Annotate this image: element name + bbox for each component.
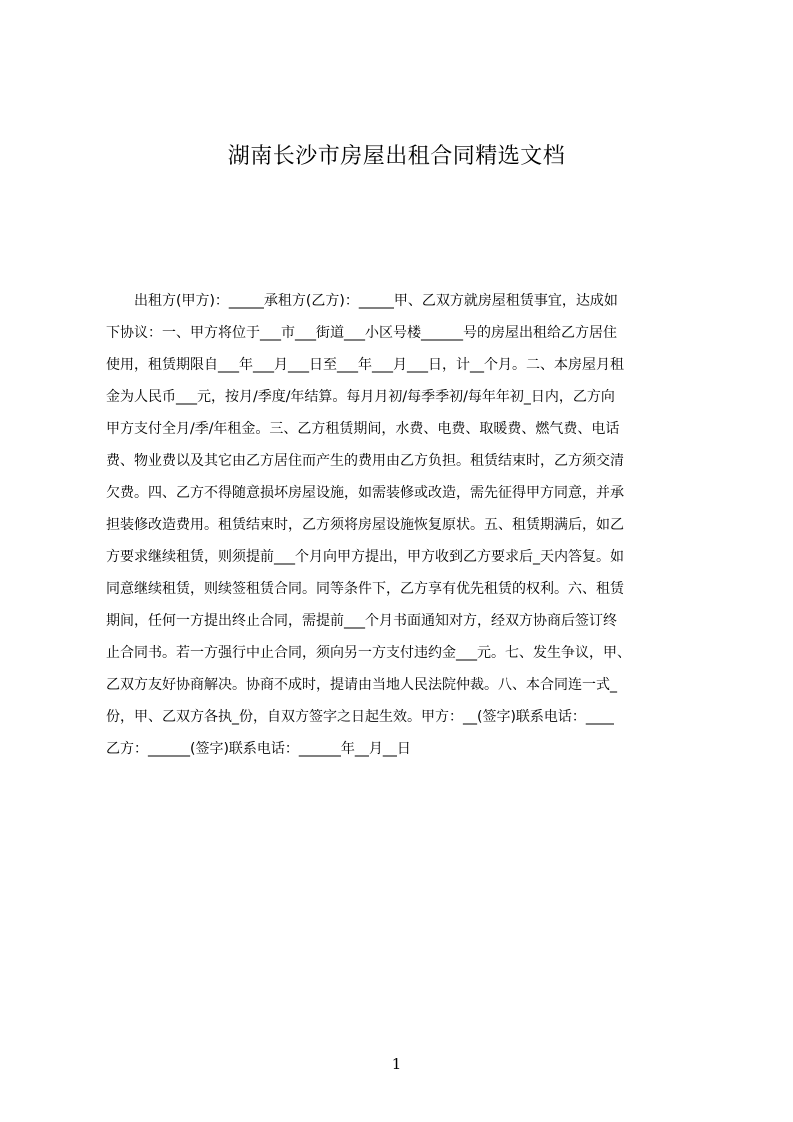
body-line-5: 甲方支付全月/季/年租金。三、乙方租赁期间，水费、电费、取暖费、燃气费、电话 (106, 421, 620, 437)
page-number: 1 (391, 1055, 402, 1073)
body-line-7: 欠费。四、乙方不得随意损坏房屋设施，如需装修或改造，需先征得甲方同意，并承 (106, 485, 624, 501)
body-line-9: 方要求继续租赁，则须提前___个月向甲方提出，甲方收到乙方要求后_天内答复。如 (106, 549, 624, 565)
body-line-12: 止合同书。若一方强行中止合同，须向另一方支付违约金___元。七、发生争议，甲、 (106, 645, 631, 661)
body-line-14: 份，甲、乙双方各执_份，自双方签字之日起生效。甲方：__(签字)联系电话：____ (106, 709, 614, 725)
body-line-2: 下协议：一、甲方将位于___市___街道___小区号楼______号的房屋出租给乙方居住 (106, 325, 617, 341)
body-line-1: 出租方(甲方)：_____承租方(乙方)：_____甲、乙双方就房屋租赁事宜，达成如 (106, 293, 618, 309)
contract-body (106, 285, 704, 765)
body-line-4: 金为人民币___元，按月/季度/年结算。每月月初/每季季初/每年年初_日内，乙方向 (106, 389, 615, 405)
body-line-15: 乙方：______(签字)联系电话：______年__月__日 (106, 741, 411, 757)
body-line-6: 费、物业费以及其它由乙方居住而产生的费用由乙方负担。租赁结束时，乙方须交清 (106, 453, 624, 469)
body-line-3: 使用，租赁期限自___年___月___日至___年___月___日，计__个月。二、本房屋月租 (106, 357, 624, 373)
document-title: 湖南长沙市房屋出租合同精选文档 (227, 144, 566, 169)
body-line-8: 担装修改造费用。租赁结束时，乙方须将房屋设施恢复原状。五、租赁期满后，如乙 (106, 517, 624, 533)
body-line-10: 同意继续租赁，则续签租赁合同。同等条件下，乙方享有优先租赁的权利。六、租赁 (106, 581, 624, 597)
body-line-13: 乙双方友好协商解决。协商不成时，提请由当地人民法院仲裁。八、本合同连一式_ (106, 677, 617, 693)
body-line-11: 期间，任何一方提出终止合同，需提前___个月书面通知对方，经双方协商后签订终 (106, 613, 617, 629)
